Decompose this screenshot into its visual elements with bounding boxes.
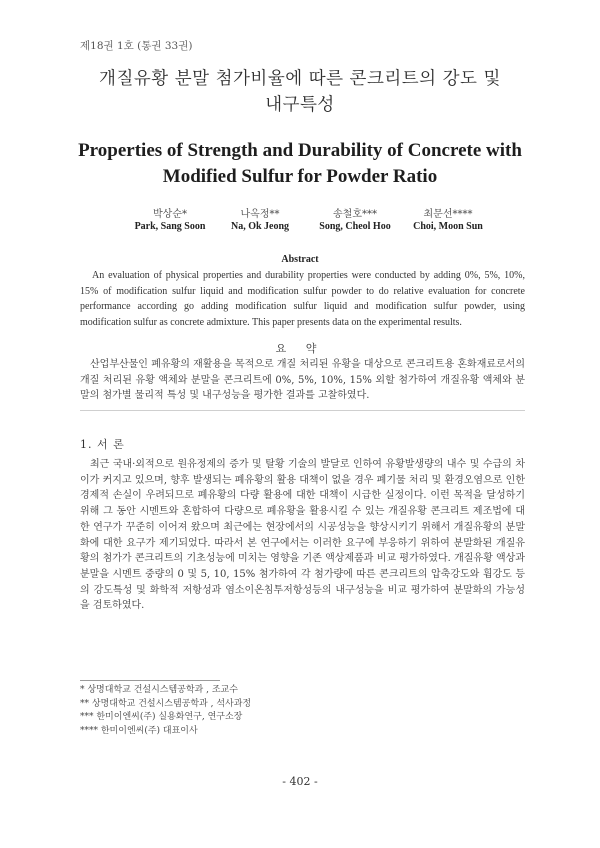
author-name-english: Song, Cheol Hoo (319, 221, 391, 232)
author-2 (210, 205, 310, 232)
author-name-english: Na, Ok Jeong (230, 221, 290, 232)
footnote-3: *** 한미이엔씨(주) 실용화연구, 연구소장 (80, 712, 243, 722)
author-1 (120, 205, 220, 232)
footnotes (80, 684, 251, 738)
english-title-line-2: Modified Sulfur for Powder Ratio (162, 166, 438, 187)
journal-reference: 제18권 1호 (통권 33권) (80, 40, 193, 52)
author-name-korean: 송철호*** (333, 209, 377, 220)
abstract-text: An evaluation of physical properties and durability properties were conducted by adding 0%, 5%, 10%, 15% of modification sulfur liquid and modification sulfur powder to do relative evaluation for concrete performance according go adding modification sulfur liquid and modification sulfur powder, using modification sulfur as concrete admixture. This paper presents data on the experimental results. (80, 270, 525, 329)
footnote-1: * 상명대학교 건설시스템공학과 , 조교수 (80, 685, 238, 695)
english-title (60, 138, 540, 190)
english-title-line-1: Properties of Strength and Durability of Concrete with (78, 140, 522, 161)
footnote-divider (80, 680, 220, 681)
author-name-english: Choi, Moon Sun (413, 221, 483, 232)
korean-title-line-2: 내구특성 (265, 95, 335, 115)
footnote-2: ** 상명대학교 건설시스템공학과 , 석사과정 (80, 698, 252, 709)
korean-title (60, 66, 540, 118)
korean-abstract-text: 산업부산물인 폐유황의 재활용을 목적으로 개질 처리된 유황을 대상으로 콘크리트용 혼화재료로서의 개질 처리된 유황 액체와 분말을 콘크리트에 0%, 5%, 10%, 15% 외할 첨가하여 개질유황 액체와 분말의 첨가별 물리적 특성 및 내구성능을 평가한 결과를 고찰하였다. (80, 359, 525, 402)
author-list (120, 205, 500, 241)
author-name-korean: 나옥정** (240, 209, 280, 220)
page-number: - 402 - (282, 775, 318, 788)
section-divider (80, 410, 525, 411)
footnote-4: **** 한미이엔씨(주) 대표이사 (80, 725, 198, 736)
author-name-korean: 박상순* (153, 209, 187, 220)
introduction-text: 최근 국내·외적으로 원유정제의 증가 및 탈황 기술의 발달로 인하여 유황발생량의 내수 및 수급의 차이가 커지고 있으며, 향후 발생되는 폐유황의 활용 대책이 없을 경우 폐기물 처리 및 환경오염으로 인한 경제적 손실이 우려되므로 폐유황의 다량 활용에 대한 대책이 시급한 실정이다. 이런 목적을 달성하기 위해 그 동안 시멘트와 혼합하여 다량으로 폐유황을 활용시킬 수 있는 개질유황 콘크리트 제조법에 대한 연구가 꾸준히 이어져 왔으며 최근에는 현장에서의 시공성능을 향상시키기 위해서 개질유황의 분말화에 대한 요구가 제기되었다. 따라서 본 연구에서는 이러한 요구에 부응하기 위하여 분말화된 개질유황의 첨가가 콘크리트의 기초성능에 미치는 영향을 기존 액상제품과 비교 평가하였다. 개질유황 액상과 분말을 시멘트 중량의 0 및 5, 10, 15% 첨가하여 각 첨가량에 따른 콘크리트의 압축강도와 휨강도 등의 강도특성 및 화학적 저항성과 염소이온침투저항성등의 내구성능을 비교 평가하여 분말화의 가능성을 검토하였다. (80, 459, 525, 612)
abstract-heading: Abstract (281, 254, 319, 265)
korean-abstract-heading: 요 약 (275, 342, 325, 355)
korean-title-line-1: 개질유황 분말 첨가비율에 따른 콘크리트의 강도 및 (99, 69, 501, 89)
author-name-english: Park, Sang Soon (134, 221, 206, 232)
author-3 (305, 205, 405, 232)
author-name-korean: 최문선**** (423, 209, 473, 220)
section-heading: 1. 서 론 (80, 438, 125, 451)
author-4 (398, 205, 498, 232)
